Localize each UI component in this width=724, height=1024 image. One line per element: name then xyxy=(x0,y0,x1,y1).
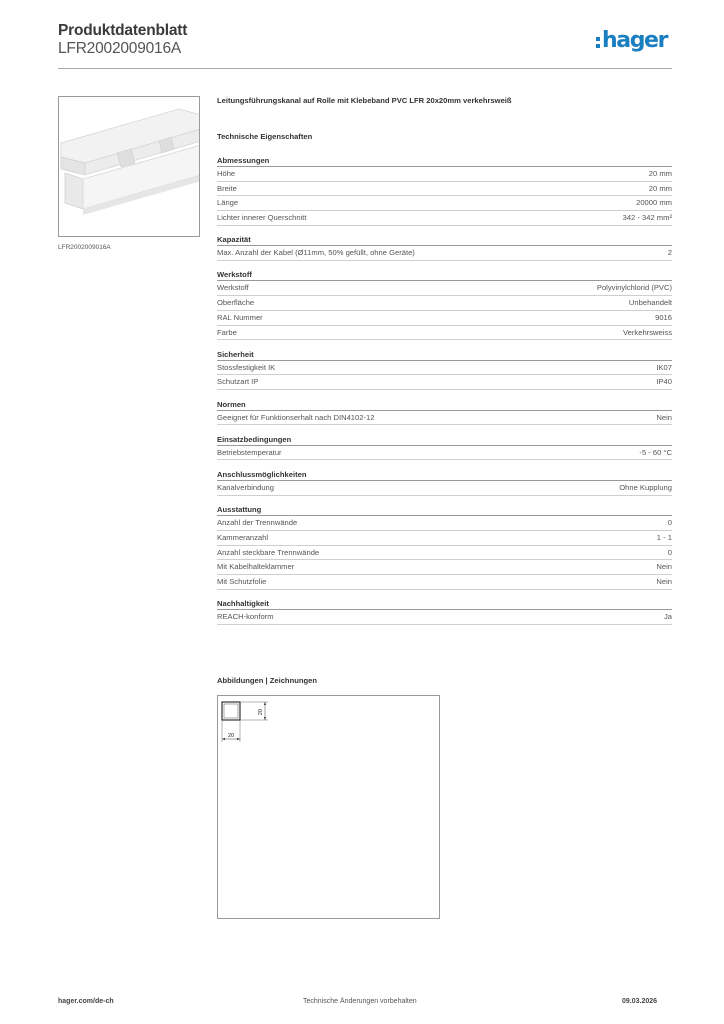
property-value: IP40 xyxy=(656,377,672,387)
logo-text: hager xyxy=(602,28,668,53)
image-caption: LFR2002009016A xyxy=(58,244,111,251)
header-divider xyxy=(58,68,672,69)
section-title: Werkstoff xyxy=(217,268,672,281)
property-row xyxy=(217,546,672,561)
property-row xyxy=(217,575,672,590)
property-label: Stossfestigkeit IK xyxy=(217,362,276,372)
property-label: REACH-konform xyxy=(217,612,274,622)
property-value: 20 mm xyxy=(648,183,672,193)
cross-section-drawing xyxy=(218,696,441,920)
property-value: Verkehrsweiss xyxy=(623,327,672,337)
article-number: LFR2002009016A xyxy=(58,40,182,57)
property-value: 0 xyxy=(667,518,672,528)
property-section xyxy=(217,468,672,496)
dimension-width-label: 20 xyxy=(227,733,235,739)
property-section xyxy=(217,597,672,625)
section-title: Ausstattung xyxy=(217,503,672,516)
property-row xyxy=(217,610,672,625)
dimension-height-label: 20 xyxy=(258,708,264,716)
cable-duct-illustration xyxy=(59,97,200,237)
property-value: Nein xyxy=(656,576,672,586)
property-value: 342 - 342 mm² xyxy=(622,213,672,223)
property-value: IK07 xyxy=(656,362,672,372)
property-value: Ja xyxy=(663,612,672,622)
property-row xyxy=(217,196,672,211)
property-row xyxy=(217,481,672,496)
property-row xyxy=(217,375,672,390)
property-label: Kammeranzahl xyxy=(217,532,269,542)
property-label: Breite xyxy=(217,183,237,193)
property-row xyxy=(217,167,672,182)
property-row xyxy=(217,281,672,296)
property-value: Nein xyxy=(656,562,672,572)
property-value: 1 - 1 xyxy=(656,532,672,542)
footer-website[interactable]: hager.com/de-ch xyxy=(58,998,114,1005)
property-row xyxy=(217,246,672,261)
property-label: Schutzart IP xyxy=(217,377,259,387)
property-row xyxy=(217,311,672,326)
hager-logo xyxy=(596,28,667,54)
property-value: Ohne Kupplung xyxy=(619,482,672,492)
property-label: Anzahl steckbare Trennwände xyxy=(217,547,320,557)
property-section xyxy=(217,433,672,461)
property-label: Betriebstemperatur xyxy=(217,447,282,457)
property-section xyxy=(217,233,672,261)
property-label: Max. Anzahl der Kabel (Ø11mm, 50% gefüllt, ohne Geräte) xyxy=(217,248,415,258)
property-value: 2 xyxy=(667,248,672,258)
page-title: Produktdatenblatt xyxy=(58,22,188,39)
property-section xyxy=(217,268,672,340)
property-row xyxy=(217,296,672,311)
property-row xyxy=(217,560,672,575)
section-title: Nachhaltigkeit xyxy=(217,597,672,610)
tech-properties-title: Technische Eigenschaften xyxy=(217,132,313,141)
property-label: Mit Kabelhalteklammer xyxy=(217,562,295,572)
footer-notice: Technische Änderungen vorbehalten xyxy=(303,998,417,1005)
property-row xyxy=(217,182,672,197)
property-section xyxy=(217,154,672,226)
property-row xyxy=(217,531,672,546)
footer-date: 09.03.2026 xyxy=(622,998,658,1005)
section-title: Normen xyxy=(217,398,672,411)
property-label: Kanalverbindung xyxy=(217,482,274,492)
property-value: 9016 xyxy=(655,312,672,322)
section-title: Sicherheit xyxy=(217,348,672,361)
technical-drawing xyxy=(217,695,440,919)
property-row xyxy=(217,446,672,461)
property-label: RAL Nummer xyxy=(217,312,263,322)
property-row xyxy=(217,361,672,376)
property-section xyxy=(217,503,672,589)
property-value: 20 mm xyxy=(648,169,672,178)
property-label: Lichter innerer Querschnitt xyxy=(217,213,307,223)
property-value: Unbehandelt xyxy=(628,298,672,308)
property-label: Werkstoff xyxy=(217,283,249,293)
property-label: Farbe xyxy=(217,327,237,337)
property-label: Geeignet für Funktionserhalt nach DIN4102-12 xyxy=(217,412,375,422)
property-row xyxy=(217,211,672,226)
property-row xyxy=(217,516,672,531)
property-row xyxy=(217,411,672,426)
property-value: Polyvinylchlorid (PVC) xyxy=(596,283,672,293)
property-label: Oberfläche xyxy=(217,298,255,308)
property-value: -5 - 60 °C xyxy=(639,447,672,457)
property-label: Höhe xyxy=(217,169,236,178)
section-title: Abmessungen xyxy=(217,154,672,167)
property-row xyxy=(217,326,672,341)
property-label: Mit Schutzfolie xyxy=(217,576,267,586)
drawings-title: Abbildungen | Zeichnungen xyxy=(217,676,317,685)
section-title: Anschlussmöglichkeiten xyxy=(217,468,672,481)
property-section xyxy=(217,398,672,426)
product-image xyxy=(58,96,200,237)
property-section xyxy=(217,348,672,390)
property-value: 20000 mm xyxy=(636,198,672,208)
section-title: Einsatzbedingungen xyxy=(217,433,672,446)
property-value: 0 xyxy=(667,547,672,557)
property-value: Nein xyxy=(656,412,672,422)
section-title: Kapazität xyxy=(217,233,672,246)
property-sections xyxy=(217,154,672,632)
product-description: Leitungsführungskanal auf Rolle mit Klebeband PVC LFR 20x20mm verkehrsweiß xyxy=(217,96,512,105)
property-label: Länge xyxy=(217,198,239,208)
property-label: Anzahl der Trennwände xyxy=(217,518,298,528)
logo-dots-icon xyxy=(596,37,600,48)
